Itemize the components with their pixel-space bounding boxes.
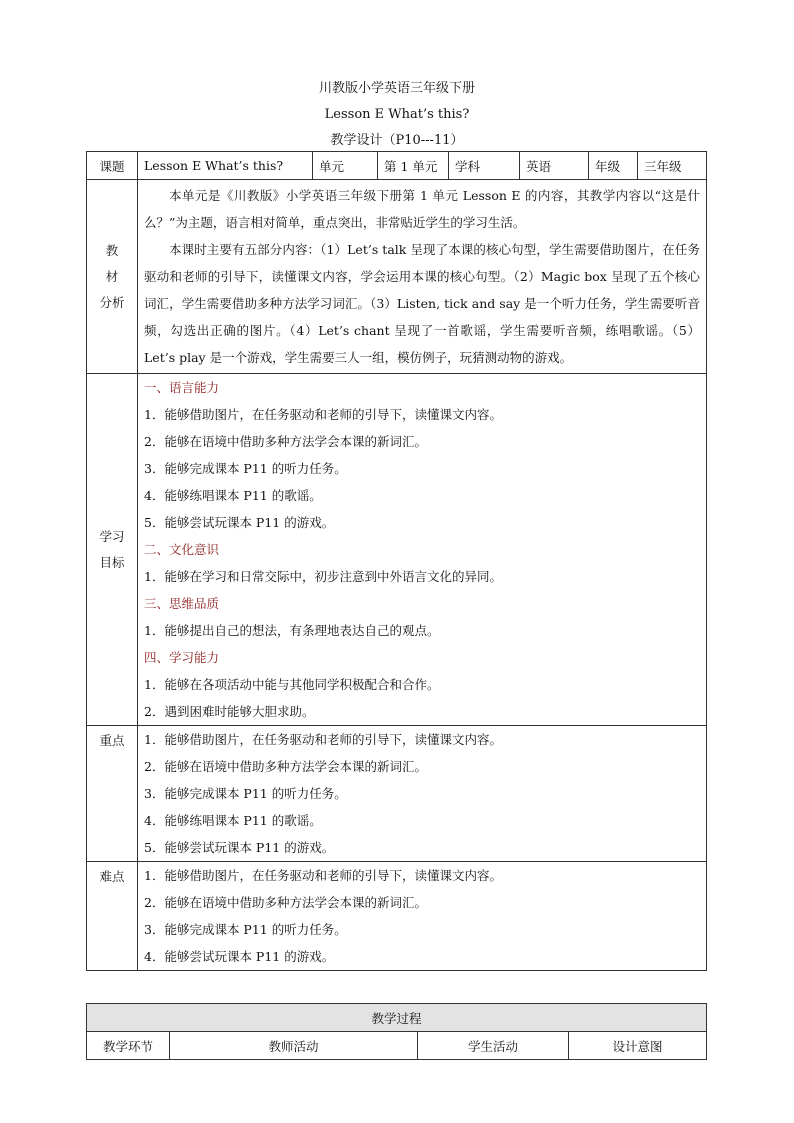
unit-label: 单元 [313, 152, 378, 180]
difficulties-content [138, 862, 707, 971]
key-point-item: 1．能够借助图片，在任务驱动和老师的引导下，读懂课文内容。 [144, 732, 502, 747]
key-point-item: 2．能够在语境中借助多种方法学会本课的新词汇。 [144, 759, 427, 774]
process-title-row [87, 1004, 707, 1032]
lesson-plan-table [86, 151, 707, 971]
goals-row [87, 374, 707, 726]
info-row [87, 152, 707, 180]
grade-label: 年级 [589, 152, 638, 180]
difficulty-item: 3．能够完成课本 P11 的听力任务。 [144, 922, 347, 937]
difficulties-row [87, 862, 707, 971]
analysis-label: 教 材 分析 [87, 180, 138, 374]
goal-item: 2．遇到困难时能够大胆求助。 [144, 704, 315, 719]
goal-item: 1．能够提出自己的想法，有条理地表达自己的观点。 [144, 623, 440, 638]
lesson-title: Lesson E What’s this? [324, 107, 470, 122]
difficulty-item: 2．能够在语境中借助多种方法学会本课的新词汇。 [144, 895, 427, 910]
goal-section-thinking: 三、思维品质 [144, 596, 220, 611]
document-title-block [0, 76, 794, 154]
goal-item: 2．能够在语境中借助多种方法学会本课的新词汇。 [144, 434, 427, 449]
unit-value: 第 1 单元 [378, 152, 449, 180]
goal-item: 3．能够完成课本 P11 的听力任务。 [144, 461, 347, 476]
analysis-content [138, 180, 707, 374]
difficulty-item: 4．能够尝试玩课本 P11 的游戏。 [144, 949, 335, 964]
process-header-row [87, 1032, 707, 1060]
key-point-item: 5．能够尝试玩课本 P11 的游戏。 [144, 840, 335, 855]
topic-value: Lesson E What’s this? [138, 152, 313, 180]
process-title: 教学过程 [87, 1004, 707, 1032]
analysis-paragraph-2: 本课时主要有五部分内容：（1）Let’s talk 呈现了本课的核心句型，学生需要借助图片，在任务驱动和老师的引导下，读懂课文内容，学会运用本课的核心句型。（2）Magic box 呈现了五个核心词汇，学生需要借助多种方法学习词汇。（3）Listen, tick and say 是一个听力任务，学生需要听音频，勾选出正确的图片。（4）Let’s chant 呈现了一首歌谣，学生需要听音频，练唱歌谣。（5）Let’s play 是一个游戏，学生需要三人一组，模仿例子，玩猜测动物的游戏。 [144, 242, 700, 365]
analysis-paragraph-1: 本单元是《川教版》小学英语三年级下册第 1 单元 Lesson E 的内容，其教学内容以“这是什么？”为主题，语言相对简单，重点突出，非常贴近学生的学习生活。 [144, 188, 700, 230]
subject-label: 学科 [449, 152, 520, 180]
goals-content [138, 374, 707, 726]
goal-item: 1．能够在各项活动中能与其他同学积极配合和合作。 [144, 677, 440, 692]
key-points-row [87, 726, 707, 862]
goal-item: 1．能够借助图片，在任务驱动和老师的引导下，读懂课文内容。 [144, 407, 502, 422]
teaching-process-table [86, 1003, 707, 1060]
col-teacher-activity: 教师活动 [170, 1032, 418, 1060]
col-design-intent: 设计意图 [569, 1032, 707, 1060]
analysis-row [87, 180, 707, 374]
goal-section-learning: 四、学习能力 [144, 650, 220, 665]
goal-section-language: 一、语言能力 [144, 380, 220, 395]
goal-item: 5．能够尝试玩课本 P11 的游戏。 [144, 515, 335, 530]
col-student-activity: 学生活动 [418, 1032, 569, 1060]
topic-label: 课题 [87, 152, 138, 180]
difficulties-label: 难点 [87, 862, 138, 971]
key-point-item: 4．能够练唱课本 P11 的歌谣。 [144, 813, 322, 828]
grade-value: 三年级 [638, 152, 707, 180]
design-subtitle: 教学设计（P10---11） [330, 133, 464, 148]
goal-item: 1．能够在学习和日常交际中，初步注意到中外语言文化的异同。 [144, 569, 502, 584]
goal-item: 4．能够练唱课本 P11 的歌谣。 [144, 488, 322, 503]
key-points-label: 重点 [87, 726, 138, 862]
key-points-content [138, 726, 707, 862]
goals-label: 学习目标 [87, 374, 138, 726]
col-teaching-stage: 教学环节 [87, 1032, 170, 1060]
document-title: 川教版小学英语三年级下册 [318, 81, 475, 96]
difficulty-item: 1．能够借助图片，在任务驱动和老师的引导下，读懂课文内容。 [144, 868, 502, 883]
subject-value: 英语 [520, 152, 589, 180]
key-point-item: 3．能够完成课本 P11 的听力任务。 [144, 786, 347, 801]
goal-section-culture: 二、文化意识 [144, 542, 220, 557]
